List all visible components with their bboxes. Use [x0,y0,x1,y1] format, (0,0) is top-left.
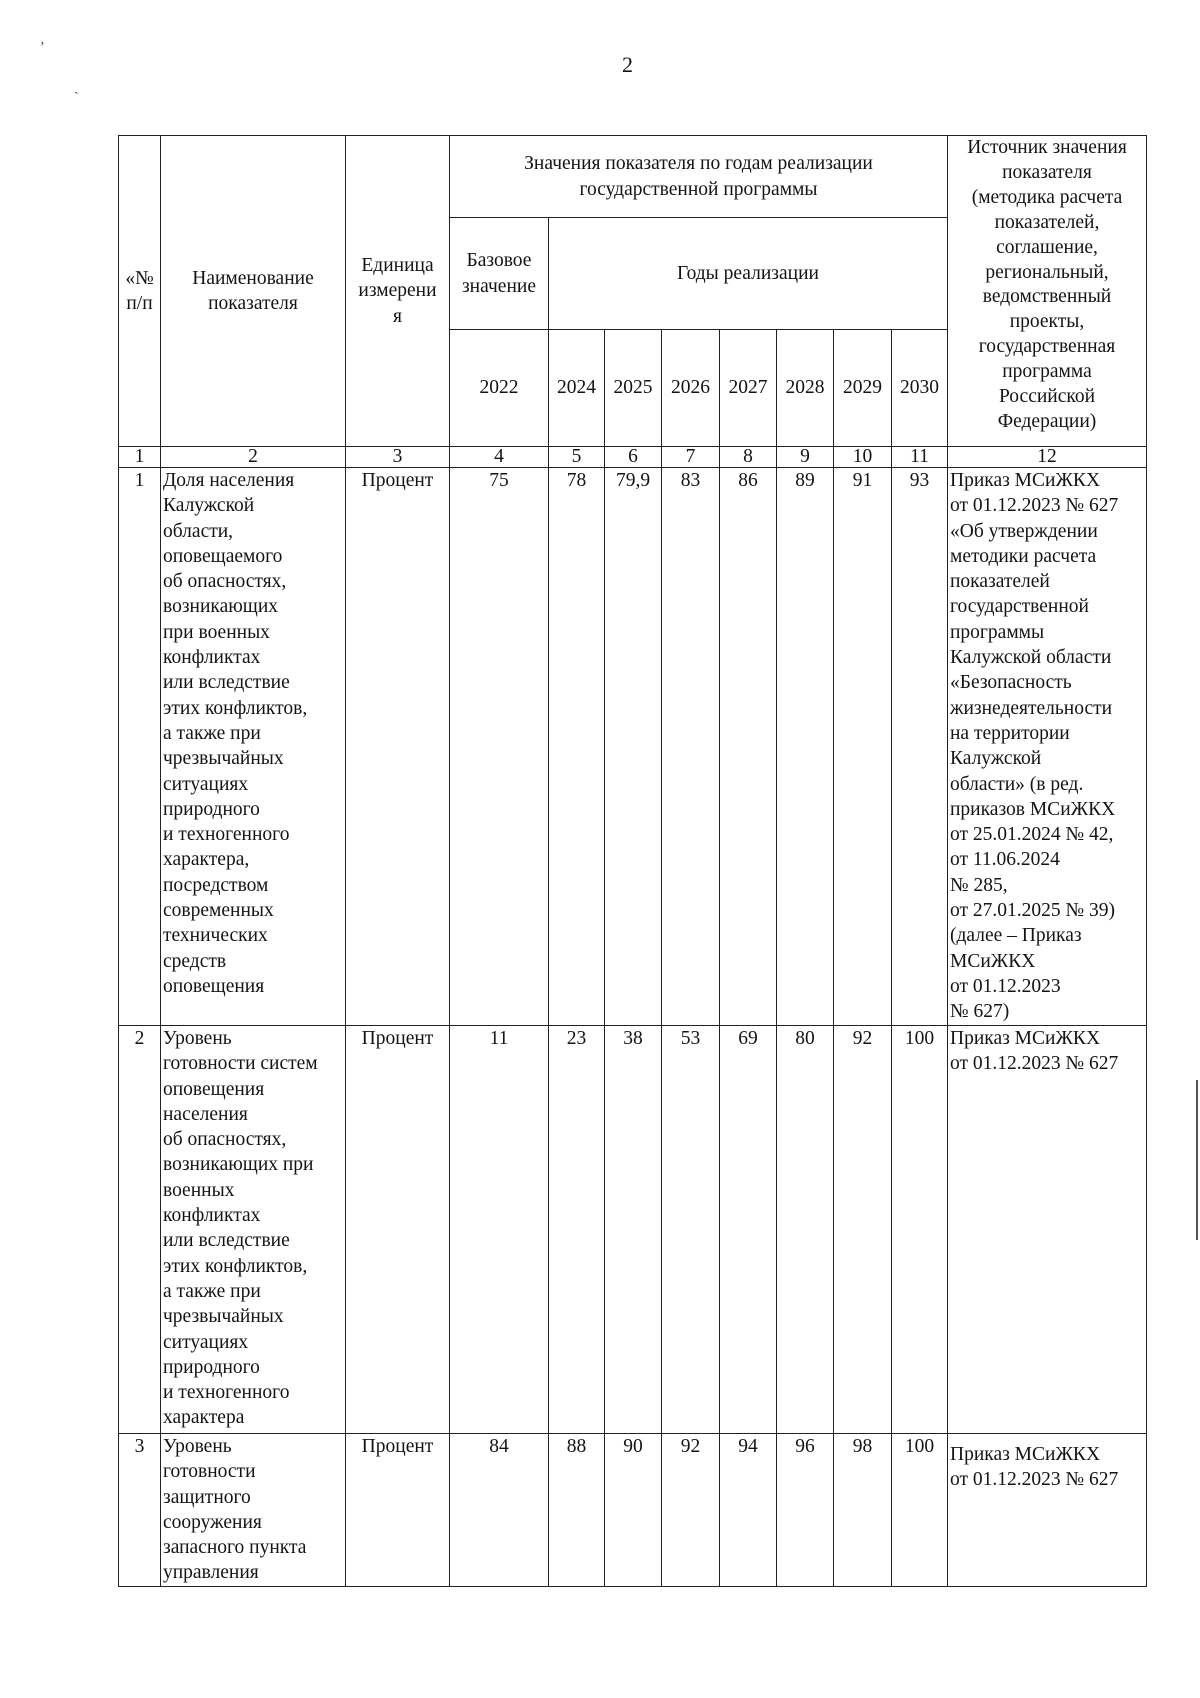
row-number: 2 [119,1026,161,1434]
header-years-label: Годы реализации [549,218,948,330]
column-number: 8 [720,447,777,468]
column-number: 11 [892,447,948,468]
header-year: 2028 [777,330,834,447]
indicator-source: Приказ МСиЖКХ от 01.12.2023 № 627 [948,1434,1147,1587]
header-source: Источник значения показателя (методика расчета показателей, соглашение, региональный, ведомственный проекты, государственная программа Российской Федерации) [948,136,1147,447]
column-number: 7 [662,447,720,468]
table-row [119,1434,1147,1587]
year-value: 53 [662,1026,720,1434]
page-number: 2 [622,52,633,77]
header-year: 2026 [662,330,720,447]
indicator-name: Уровень готовности систем оповещения населения об опасностях, возникающих при военных конфликтах или вследствие этих конфликтов, а также при чрезвычайных ситуациях природного и техногенного характера [161,1026,346,1434]
header-base-value: Базовое значение [450,218,549,330]
column-numbers-row [119,447,1147,468]
row-number: 1 [119,468,161,1026]
table-row [119,468,1147,1026]
indicator-source: Приказ МСиЖКХ от 01.12.2023 № 627 [948,1026,1147,1434]
indicators-table [118,135,1147,1587]
header-row-number: «№ п/п [119,136,161,447]
header-year: 2029 [834,330,892,447]
column-number: 9 [777,447,834,468]
year-value: 89 [777,468,834,1026]
year-value: 100 [892,1434,948,1587]
year-value: 92 [662,1434,720,1587]
year-value: 100 [892,1026,948,1434]
header-year: 2027 [720,330,777,447]
row-number: 3 [119,1434,161,1587]
year-value: 91 [834,468,892,1026]
year-value: 80 [777,1026,834,1434]
scan-mark: ˏ [74,80,79,95]
header-year: 2030 [892,330,948,447]
year-value: 96 [777,1434,834,1587]
unit: Процент [346,468,450,1026]
base-value: 75 [450,468,549,1026]
column-number: 3 [346,447,450,468]
column-number: 2 [161,447,346,468]
header-values-by-year: Значения показателя по годам реализации государственной программы [450,136,948,218]
header-year: 2024 [549,330,605,447]
year-value: 90 [605,1434,662,1587]
year-value: 79,9 [605,468,662,1026]
scan-edge-line [1196,1080,1198,1240]
scan-mark: ʼ [40,40,45,55]
header-indicator-name: Наименование показателя [161,136,346,447]
base-value: 11 [450,1026,549,1434]
header-base-year: 2022 [450,330,549,447]
column-number: 1 [119,447,161,468]
column-number: 10 [834,447,892,468]
year-value: 94 [720,1434,777,1587]
column-number: 12 [948,447,1147,468]
header-unit: Единица измерени я [346,136,450,447]
year-value: 83 [662,468,720,1026]
year-value: 86 [720,468,777,1026]
indicator-name: Уровень готовности защитного сооружения запасного пункта управления [161,1434,346,1587]
table-row [119,1026,1147,1434]
base-value: 84 [450,1434,549,1587]
unit: Процент [346,1434,450,1587]
year-value: 69 [720,1026,777,1434]
indicator-name: Доля населения Калужской области, оповещаемого об опасностях, возникающих при военных конфликтах или вследствие этих конфликтов, а также при чрезвычайных ситуациях природного и техногенного характера, посредством современных технических средств оповещения [161,468,346,1026]
year-value: 92 [834,1026,892,1434]
year-value: 23 [549,1026,605,1434]
column-number: 4 [450,447,549,468]
column-number: 6 [605,447,662,468]
year-value: 38 [605,1026,662,1434]
year-value: 93 [892,468,948,1026]
column-number: 5 [549,447,605,468]
year-value: 78 [549,468,605,1026]
header-year: 2025 [605,330,662,447]
year-value: 98 [834,1434,892,1587]
year-value: 88 [549,1434,605,1587]
indicator-source: Приказ МСиЖКХ от 01.12.2023 № 627 «Об утверждении методики расчета показателей государственной программы Калужской области «Безопасность жизнедеятельности на территории Калужской области» (в ред. приказов МСиЖКХ от 25.01.2024 № 42, от 11.06.2024 № 285, от 27.01.2025 № 39) (далее – Приказ МСиЖКХ от 01.12.2023 № 627) [948,468,1147,1026]
unit: Процент [346,1026,450,1434]
